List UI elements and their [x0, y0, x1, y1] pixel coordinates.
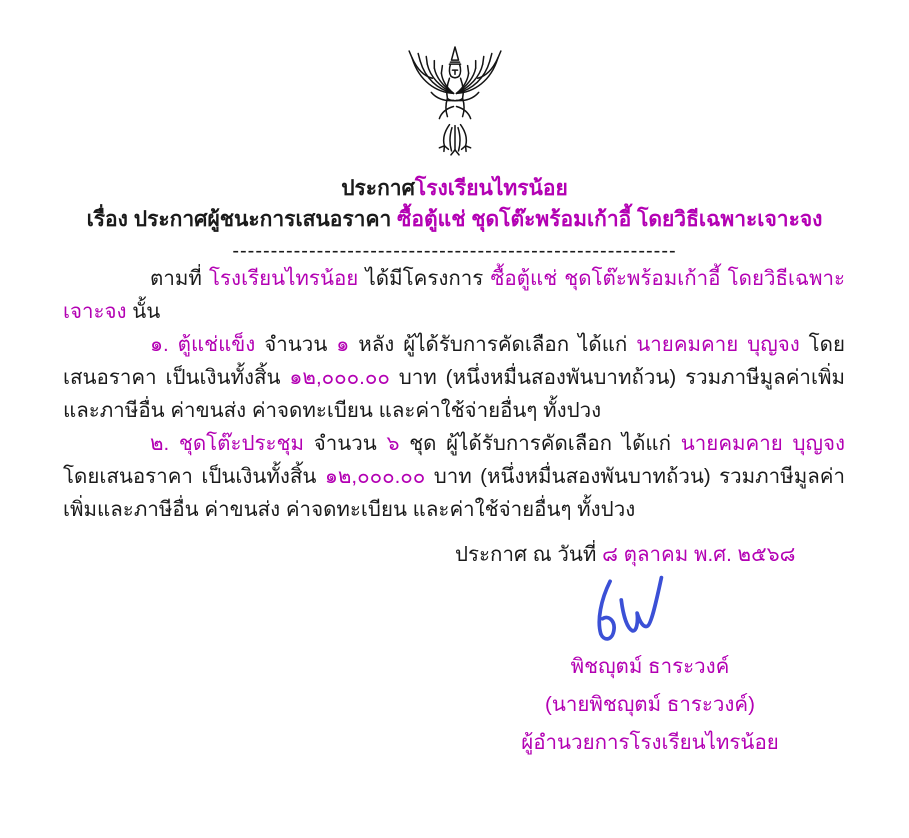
signature-icon [578, 572, 672, 656]
signer-block [460, 648, 840, 762]
title-prefix: ประกาศ [341, 177, 415, 200]
separator-line: ---------------------------------------------------------- [232, 240, 677, 262]
item-1-paragraph: ๑. ตู้แช่แข็ง จำนวน ๑ หลัง ผู้ได้รับการคัดเลือก ได้แก่ นายคมคาย บุญจง โดยเสนอราคา เป็นเงินทั้งสิ้น ๑๒,๐๐๐.๐๐ บาท (หนึ่งหมื่นสองพันบาทถ้วน) รวมภาษีมูลค่าเพิ่มและภาษีอื่น ค่าขนส่ง ค่าจดทะเบียน และค่าใช้จ่ายอื่นๆ ทั้งปวง [63, 333, 846, 422]
subject-prefix: เรื่อง ประกาศผู้ชนะการเสนอราคา [86, 208, 398, 231]
date-value: ๘ ตุลาคม พ.ศ. ๒๕๖๘ [602, 543, 796, 566]
garuda-emblem-icon [397, 44, 513, 172]
item-2-paragraph: ๒. ชุดโต๊ะประชุม จำนวน ๖ ชุด ผู้ได้รับการคัดเลือก ได้แก่ นายคมคาย บุญจง โดยเสนอราคา เป็นเงินทั้งสิ้น ๑๒,๐๐๐.๐๐ บาท (หนึ่งหมื่นสองพันบาทถ้วน) รวมภาษีมูลค่าเพิ่มและภาษีอื่น ค่าขนส่ง ค่าจดทะเบียน และค่าใช้จ่ายอื่นๆ ทั้งปวง [63, 432, 846, 521]
document-body [63, 262, 845, 526]
title-school-name: โรงเรียนไทรน้อย [414, 177, 568, 200]
date-prefix: ประกาศ ณ วันที่ [455, 543, 603, 566]
announcement-date [455, 538, 795, 571]
signer-full-name: (นายพิชญุตม์ ธาระวงค์) [545, 693, 755, 716]
intro-paragraph: ตามที่ โรงเรียนไทรน้อย ได้มีโครงการ ซื้อตู้แช่ ชุดโต๊ะพร้อมเก้าอี้ โดยวิธีเฉพาะเจาะจง นั้น [63, 267, 845, 323]
announcement-title [0, 174, 909, 204]
signer-name: พิชญุตม์ ธาระวงค์ [570, 655, 730, 678]
subject-line [0, 205, 909, 235]
subject-items: ซื้อตู้แช่ ชุดโต๊ะพร้อมเก้าอี้ โดยวิธีเฉพาะเจาะจง [397, 208, 823, 231]
signer-position: ผู้อำนวยการโรงเรียนไทรน้อย [521, 731, 779, 754]
